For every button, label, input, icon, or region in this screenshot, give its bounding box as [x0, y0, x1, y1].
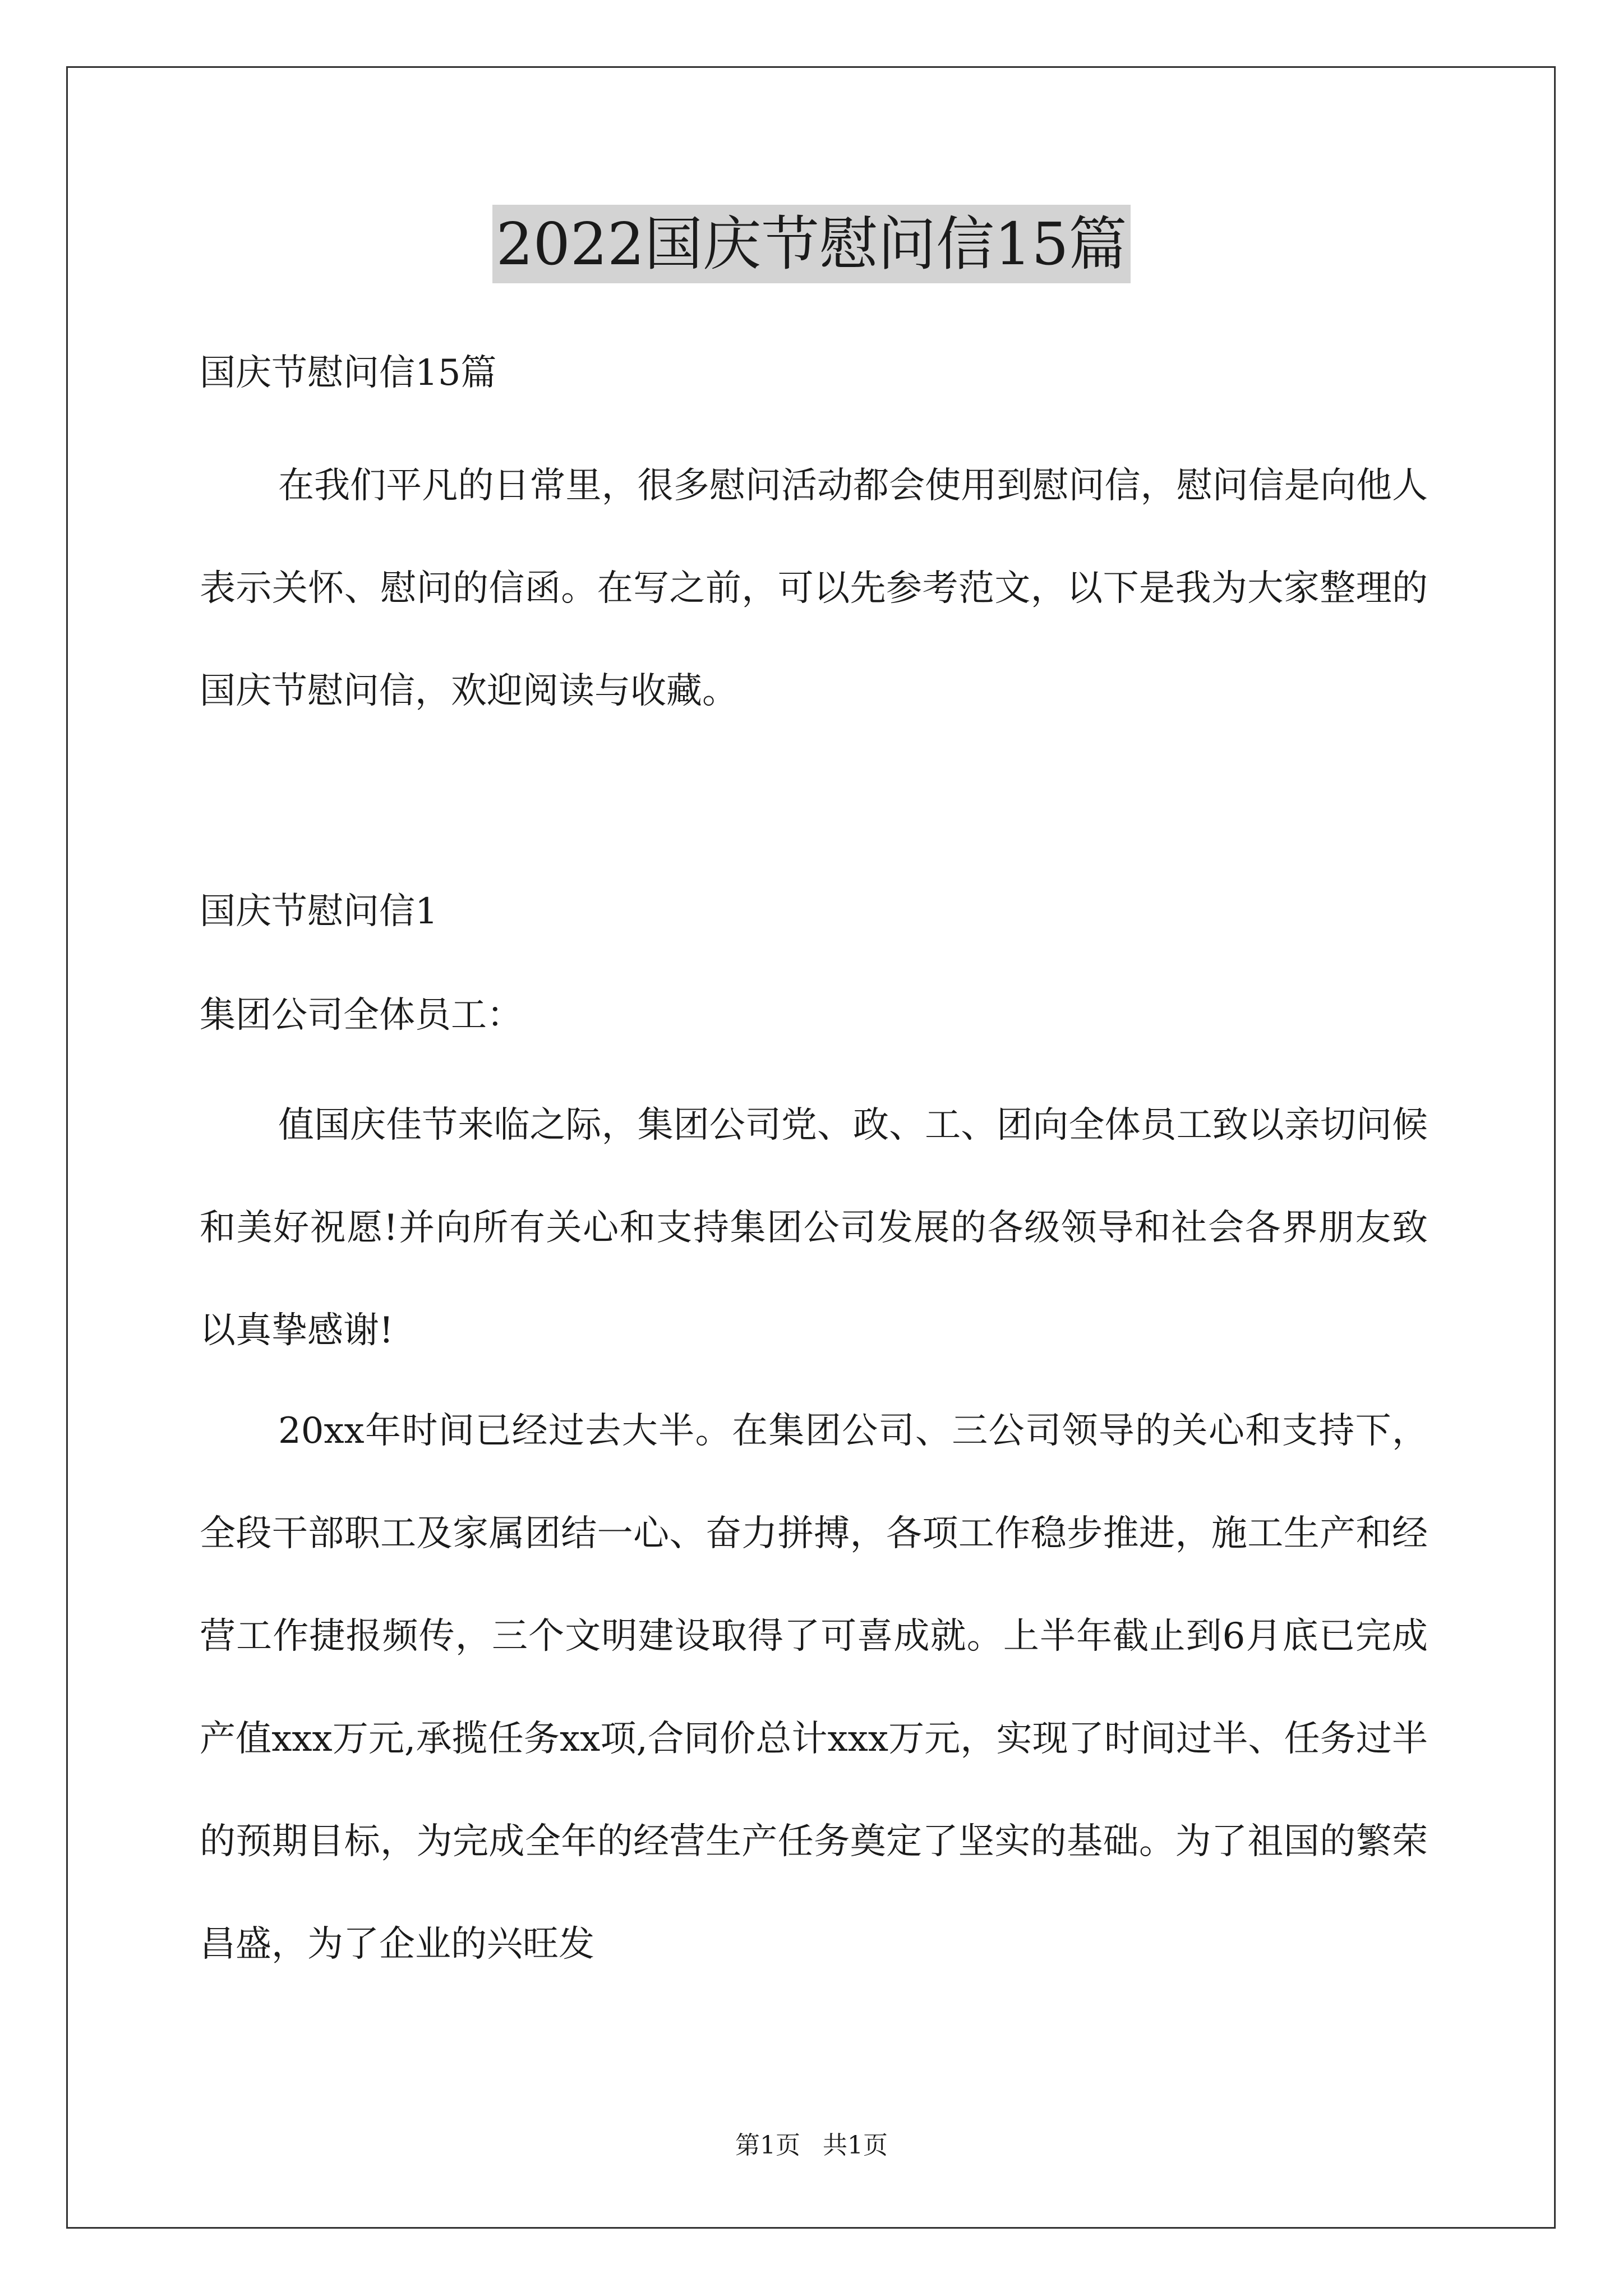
intro-paragraph: 在我们平凡的日常里，很多慰问活动都会使用到慰问信，慰问信是向他人表示关怀、慰问的信函。在写之前，可以先参考范文，以下是我为大家整理的国庆节慰问信，欢迎阅读与收藏。 — [200, 465, 1428, 712]
body-paragraph-1: 值国庆佳节来临之际，集团公司党、政、工、团向全体员工致以亲切问候和美好祝愿!并向所有关心和支持集团公司发展的各级领导和社会各界朋友致以真挚感谢! — [200, 1105, 1428, 1351]
page-total: 共1页 — [823, 2131, 888, 2160]
salutation: 集团公司全体员工： — [200, 995, 523, 1036]
title-container — [0, 205, 1623, 283]
page-footer — [0, 2129, 1623, 2162]
document-title: 2022国庆节慰问信15篇 — [492, 205, 1130, 283]
body-paragraph-2: 20xx年时间已经过去大半。在集团公司、三公司领导的关心和支持下，全段干部职工及家属团结一心、奋力拼搏，各项工作稳步推进，施工生产和经营工作捷报频传，三个文明建设取得了可喜成就。上半年截止到6月底已完成产值xxx万元,承揽任务xx项,合同价总计xxx万元，实现了时间过半、任务过半的预期目标，为完成全年的经营生产任务奠定了坚实的基础。为了祖国的繁荣昌盛，为了企业的兴旺发 — [200, 1410, 1428, 1965]
document-subtitle: 国庆节慰问信15篇 — [200, 352, 497, 394]
page-number: 第1页 — [735, 2131, 800, 2160]
section-heading: 国庆节慰问信1 — [200, 891, 438, 932]
